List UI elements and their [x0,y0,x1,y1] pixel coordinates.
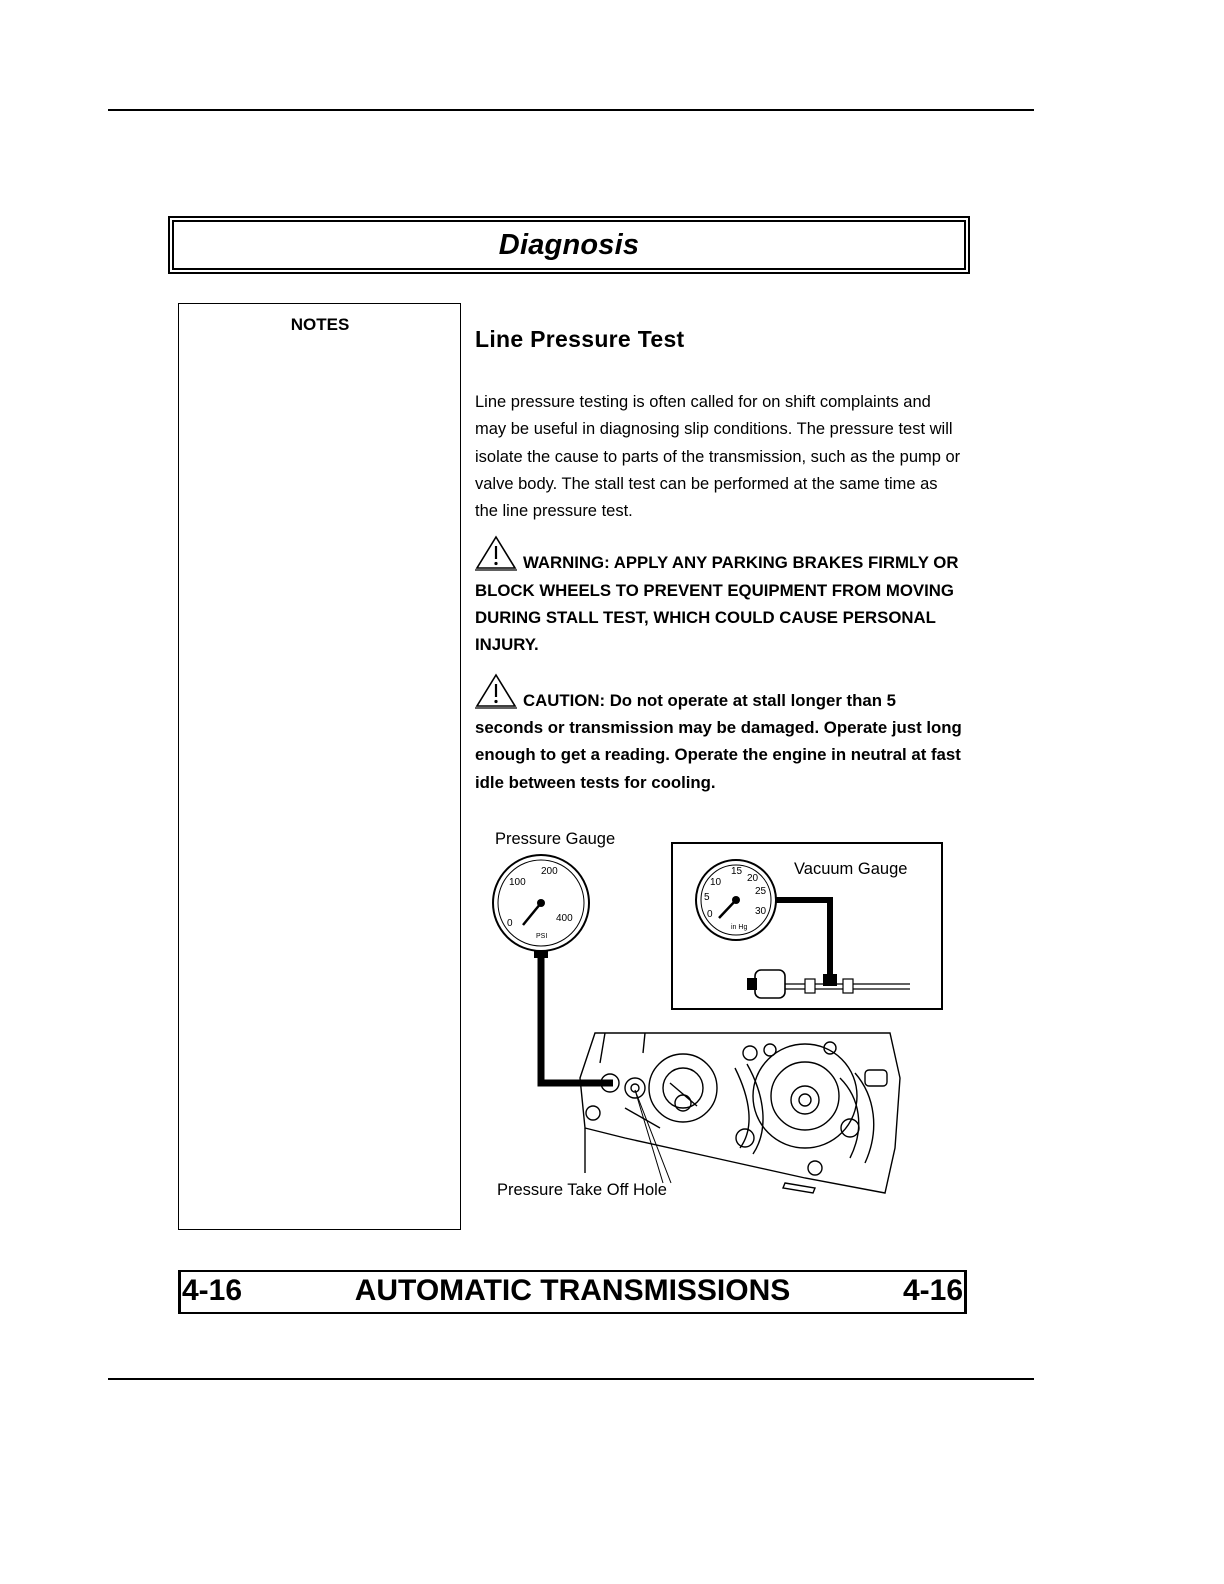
page-number-left: 4-16 [182,1274,243,1307]
psi-tick-0: 0 [507,918,513,929]
section-heading: Line Pressure Test [475,326,685,352]
vac-tick-0: 0 [707,909,713,920]
pressure-gauge-icon [493,855,589,951]
footer-title: AUTOMATIC TRANSMISSIONS [354,1274,791,1307]
vac-tick-20: 20 [747,873,759,884]
bottom-rule [108,1378,1034,1380]
pressure-gauge-label: Pressure Gauge [495,830,616,848]
vacuum-gauge-icon [696,860,776,940]
section-title: Diagnosis [498,228,640,261]
caution-block [475,673,965,796]
figure-illustration [485,828,955,1213]
notes-column [178,303,461,1230]
warning-triangle-icon [475,535,517,571]
vacuum-gauge-label: Vacuum Gauge [794,860,908,878]
page-footer [178,1270,967,1314]
warning-text: WARNING: APPLY ANY PARKING BRAKES FIRMLY OR BLOCK WHEELS TO PREVENT EQUIPMENT FROM MOVING DURING STALL TEST, WHICH COULD CAUSE PERSONAL INJURY. [475,553,959,655]
notes-label: NOTES [290,315,350,334]
vac-unit: in Hg [731,924,748,931]
body-paragraph: Line pressure testing is often called for on shift complaints and may be useful in diagnosing slip conditions. The pressure test will isolate the cause to parts of the transmission, such as the pump or valve body. The stall test can be performed at the same time as the line pressure test. [475,393,961,521]
transmission-case-drawing [580,1033,900,1193]
take-off-hole-label: Pressure Take Off Hole [497,1181,667,1199]
vac-tick-25: 25 [755,886,767,897]
caution-text: CAUTION: Do not operate at stall longer than 5 seconds or transmission may be damaged. Operate just long enough to get a reading. Operate the engine in neutral at fast idle between tests for cooling. [475,690,962,792]
warning-block [475,535,965,658]
main-content [475,326,965,796]
vac-tick-10: 10 [710,877,722,888]
vac-tick-5: 5 [704,892,710,903]
vac-tick-30: 30 [755,906,767,917]
top-rule [108,109,1034,111]
psi-tick-100: 100 [509,877,526,888]
vac-tick-15: 15 [731,866,743,877]
psi-unit: PSI [536,933,548,940]
caution-triangle-icon [475,673,517,709]
pressure-test-figure [485,828,955,1213]
section-header [172,220,966,270]
page-number-right: 4-16 [902,1274,963,1307]
psi-tick-200: 200 [541,866,558,877]
psi-tick-400: 400 [556,913,573,924]
